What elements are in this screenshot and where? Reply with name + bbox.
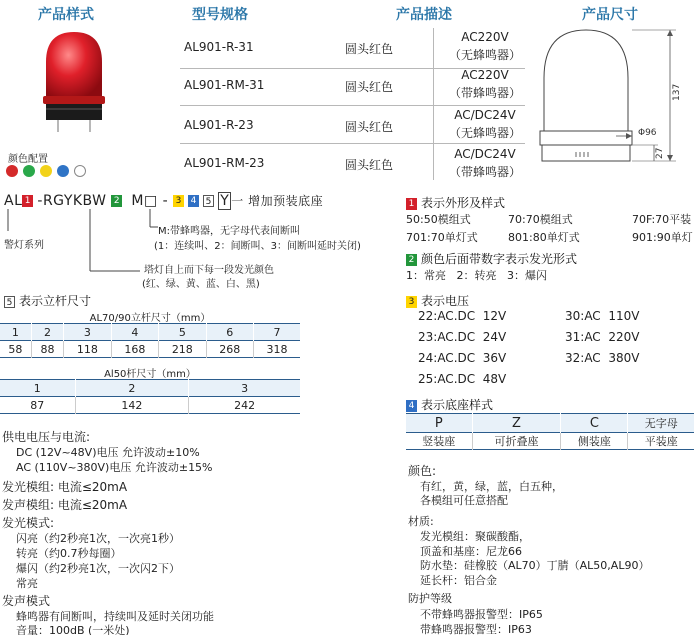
voltage-item: 22:AC.DC 12V	[418, 309, 507, 323]
dim-base: 27	[655, 147, 665, 159]
cell: 168	[111, 341, 158, 358]
cell: 3	[241, 381, 249, 395]
code-color-list: (红、绿、黄、蓝、白、黑)	[142, 279, 260, 290]
header-product-style: 产品样式	[38, 7, 94, 23]
pole-section-title	[4, 292, 91, 309]
product-model: AL901-RM-23	[184, 156, 265, 170]
code-buzzer: M□ -	[131, 193, 169, 209]
light-current: 发光模组: 电流≤20mA	[2, 480, 128, 494]
material-title: 材质:	[408, 515, 434, 528]
protect-line-1: 不带蜂鸣器报警型：IP65	[420, 608, 543, 621]
lightmode-section-title	[406, 250, 577, 267]
base-title: 表示底座样式	[421, 398, 494, 412]
pole-table-2-caption: Al50杆尺寸（mm）	[104, 369, 196, 380]
shape-item: 701:70单灯式	[406, 231, 478, 244]
color-dot-yellow	[40, 165, 52, 177]
base-section-title	[406, 396, 493, 413]
cell: 87	[0, 397, 75, 414]
cell: 242	[234, 398, 256, 412]
shape-num: 1	[406, 198, 417, 210]
color-title: 颜色:	[408, 464, 437, 478]
code-num-4: 4	[188, 195, 199, 207]
shape-item: 70:70模组式	[508, 213, 573, 226]
code-buzzer-desc: M:带蜂鸣器，无字母代表间断叫	[158, 226, 300, 237]
code-num-5: 5	[203, 195, 214, 207]
product-voltage: AC/DC24V	[454, 147, 516, 161]
voltage-section-title	[406, 292, 469, 309]
base-code-row	[406, 414, 694, 433]
cell: 侧装座	[561, 433, 628, 450]
code-num-3: 3	[173, 195, 184, 207]
light-mode-rotate: 转亮（约0.7秒每圈）	[16, 547, 122, 560]
product-desc: 圆头红色	[345, 158, 394, 172]
code-num-1: 1	[22, 195, 33, 207]
pole-table-1-caption: AL70/90立杆尺寸（mm）	[89, 313, 211, 324]
cell: 5	[159, 324, 206, 341]
pole-table-2-values	[0, 397, 300, 414]
product-buzzer-note: （无蜂鸣器）	[448, 126, 521, 140]
sound-mode-title: 发声模式	[2, 594, 51, 608]
product-buzzer-note: （带蜂鸣器）	[448, 86, 521, 100]
voltage-title: 表示电压	[421, 294, 470, 308]
light-mode-title: 发光模式:	[2, 516, 55, 530]
shape-item: 70F:70平装	[632, 213, 692, 226]
header-description: 产品描述	[396, 7, 452, 23]
cell: 118	[64, 341, 111, 358]
sound-current: 发声模组: 电流≤20mA	[2, 498, 128, 512]
lightmode-items: 1：常亮 2：转亮 3：爆闪	[406, 269, 547, 282]
material-line-4: 延长杆：铝合金	[420, 574, 497, 587]
pole-table-2-header	[0, 380, 300, 397]
pole-table-1	[0, 323, 300, 358]
voltage-item: 30:AC 110V	[565, 309, 640, 323]
material-line-3: 防水垫：硅橡胶（AL70）丁腈（AL50,AL90）	[420, 559, 650, 572]
color-dot-white	[74, 165, 86, 177]
light-mode-strobe: 爆闪（约2秒亮1次，一次闪2下）	[16, 562, 180, 575]
light-mode-flash: 闪亮（约2秒亮1次，一次亮1秒）	[16, 532, 180, 545]
cell: 6	[206, 324, 253, 341]
protect-line-2: 带蜂鸣器报警型：IP63	[420, 623, 532, 635]
color-line-1: 有红，黄，绿，蓝，白五种，	[420, 480, 563, 493]
cell: 1	[0, 324, 31, 341]
code-series-label: 警灯系列	[4, 240, 44, 251]
power-dc: DC (12V~48V)电压 允许波动±10%	[16, 446, 200, 459]
material-line-2: 顶盖和基座：尼龙66	[420, 545, 522, 558]
lightmode-title: 颜色后面带数字表示发光形式	[421, 252, 578, 266]
cell: 218	[159, 341, 206, 358]
lamp-product-image	[34, 26, 114, 134]
code-color-order: 塔灯自上而下每一段发光颜色	[144, 265, 274, 276]
product-model: AL901-R-23	[184, 118, 254, 132]
shape-item: 901:90单灯	[632, 231, 693, 244]
cell: 2	[31, 324, 63, 341]
color-dots	[6, 165, 86, 180]
cell: 4	[111, 324, 158, 341]
protect-title: 防护等级	[408, 592, 452, 605]
cell: C	[561, 414, 628, 433]
voltage-item: 31:AC 220V	[565, 330, 640, 344]
code-prefix: AL	[4, 193, 23, 209]
product-voltage: AC220V	[461, 30, 509, 44]
shape-item: 50:50模组式	[406, 213, 471, 226]
cell: 58	[0, 341, 31, 358]
header-model: 型号规格	[192, 7, 248, 23]
cell: 142	[75, 397, 189, 414]
cell: 竖装座	[406, 433, 472, 450]
product-buzzer-note: （无蜂鸣器）	[448, 48, 521, 62]
product-desc: 圆头红色	[345, 80, 394, 94]
pole-title: 表示立杆尺寸	[19, 294, 92, 308]
product-buzzer-note: （带蜂鸣器）	[448, 165, 521, 179]
product-voltage: AC/DC24V	[454, 108, 516, 122]
voltage-item: 25:AC.DC 48V	[418, 372, 507, 386]
cell: 平装座	[644, 435, 678, 448]
shape-item: 801:80单灯式	[508, 231, 580, 244]
cell: 7	[273, 325, 281, 339]
lightmode-num: 2	[406, 254, 417, 266]
product-model: AL901-RM-31	[184, 78, 265, 92]
code-base-note: 一 增加预装底座	[231, 194, 324, 208]
base-style-table	[406, 413, 694, 450]
dim-height: 137	[672, 83, 682, 101]
color-dot-red	[6, 165, 18, 177]
material-line-1: 发光模组：聚碳酸酯，	[420, 530, 530, 543]
shape-section-title	[406, 194, 505, 211]
power-title: 供电电压与电流:	[2, 430, 91, 444]
code-colors: -RGYKBW	[37, 193, 107, 209]
light-mode-steady: 常亮	[16, 577, 38, 590]
dim-diameter: Φ96	[638, 128, 657, 138]
cell: 2	[75, 380, 189, 397]
shape-title: 表示外形及样式	[421, 196, 506, 210]
product-model: AL901-R-31	[184, 40, 254, 54]
voltage-num: 3	[406, 296, 417, 308]
color-line-2: 各模组可任意搭配	[420, 494, 508, 507]
power-ac: AC (110V~380V)电压 允许波动±15%	[16, 461, 213, 474]
cell: Z	[472, 414, 561, 433]
cell: 268	[206, 341, 253, 358]
product-desc: 圆头红色	[345, 120, 394, 134]
color-config-label: 颜色配置	[8, 154, 48, 165]
color-dot-green	[23, 165, 35, 177]
voltage-item: 24:AC.DC 36V	[418, 351, 507, 365]
code-num-2: 2	[111, 195, 122, 207]
pole-num: 5	[4, 296, 15, 308]
header-product-size: 产品尺寸	[582, 7, 638, 23]
product-voltage: AC220V	[461, 68, 509, 82]
cell: 可折叠座	[472, 433, 561, 450]
cell: 318	[266, 342, 288, 356]
code-buzzer-modes: (1：连续叫、2：间断叫、3：间断叫延时关闭)	[154, 241, 361, 252]
base-num: 4	[406, 400, 417, 412]
cell: 88	[31, 341, 63, 358]
voltage-item: 23:AC.DC 24V	[418, 330, 507, 344]
code-y: Y	[220, 193, 230, 209]
pole-table-1-values	[0, 341, 300, 358]
sound-mode-function: 蜂鸣器有间断叫，持续叫及延时关闭功能	[16, 610, 214, 623]
cell: P	[406, 414, 472, 433]
sound-volume: 音量：100dB (一米处)	[16, 624, 130, 635]
product-desc: 圆头红色	[345, 42, 394, 56]
base-name-row	[406, 433, 694, 450]
cell: 3	[64, 324, 111, 341]
dimension-drawing	[536, 26, 700, 186]
cell: 无字母	[644, 417, 678, 430]
cell: 1	[0, 380, 75, 397]
voltage-item: 32:AC 380V	[565, 351, 640, 365]
pole-table-1-header	[0, 324, 300, 341]
pole-table-2	[0, 379, 300, 414]
color-dot-blue	[57, 165, 69, 177]
